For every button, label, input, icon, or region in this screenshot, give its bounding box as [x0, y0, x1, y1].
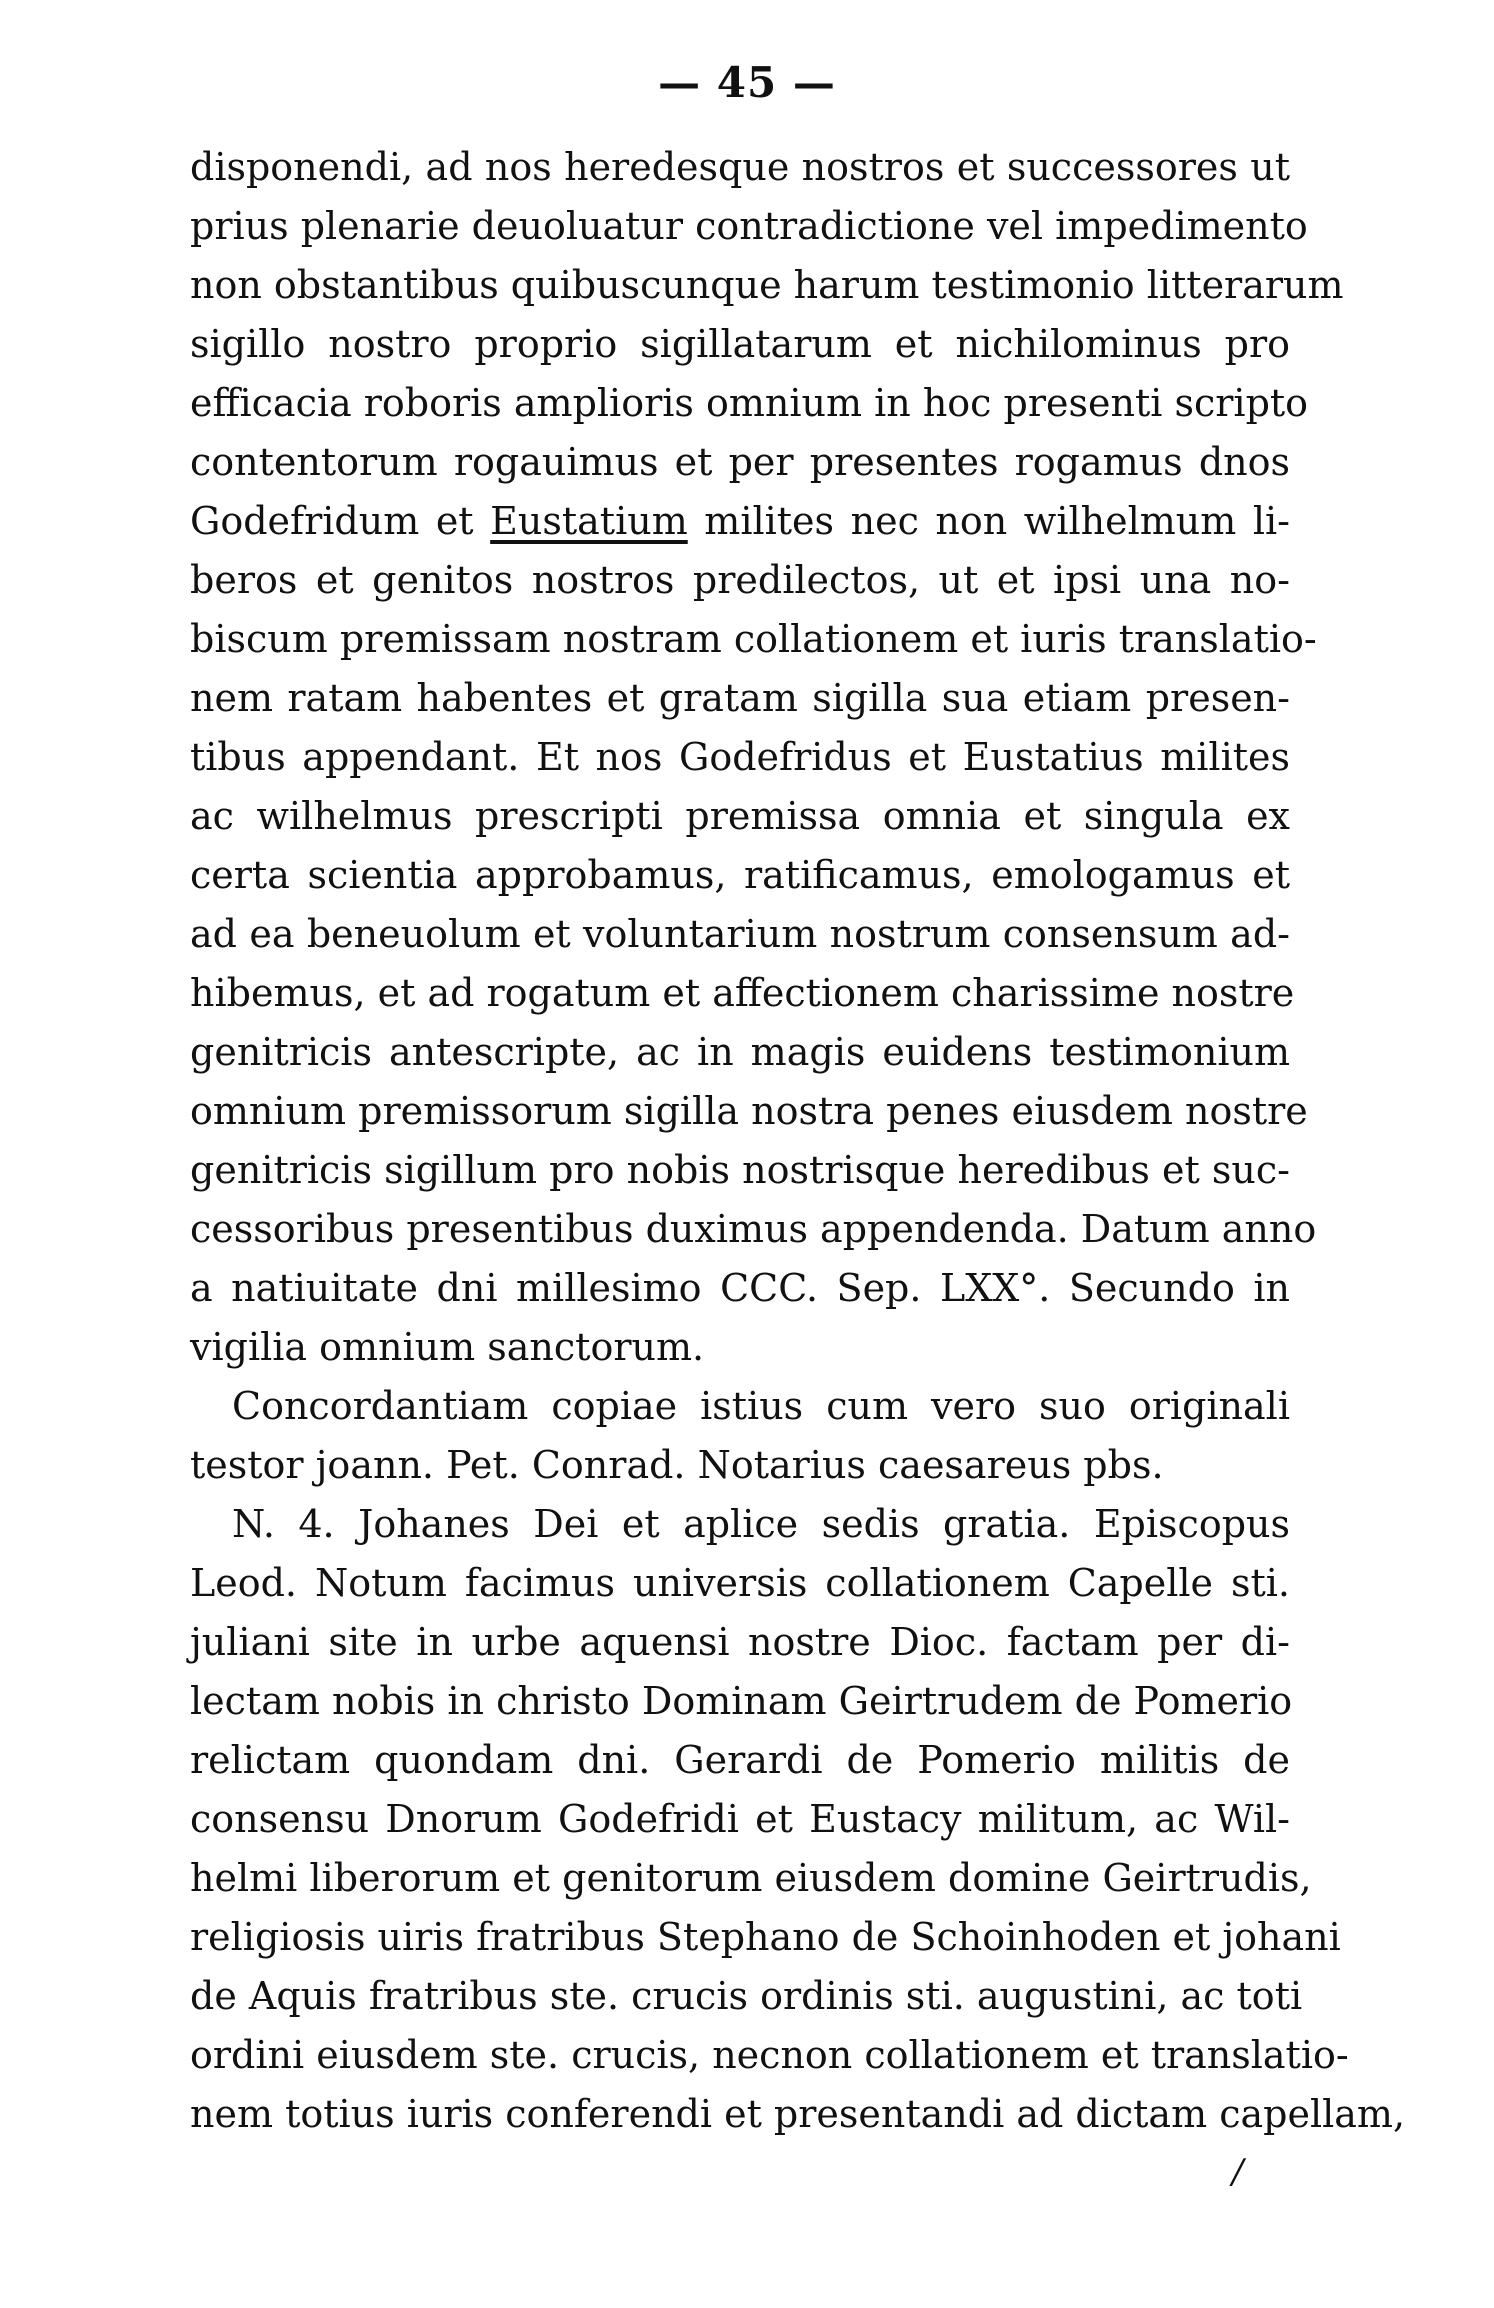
text-line: beros et genitos nostros predilectos, ut et ipsi una no- [190, 558, 1290, 602]
text-line: nem totius iuris conferendi et presentandi ad dictam capellam, [190, 2092, 1406, 2136]
text-line: certa scientia approbamus, ratificamus, emologamus et [190, 853, 1290, 897]
text-line: cessoribus presentibus duximus appendenda. Datum anno [190, 1207, 1317, 1251]
text-line: genitricis antescripte, ac in magis euidens testimonium [190, 1030, 1290, 1074]
text-line: biscum premissam nostram collationem et iuris translatio- [190, 617, 1317, 661]
text-line: non obstantibus quibuscunque harum testimonio litterarum [190, 263, 1344, 307]
text-line: Concordantiam copiae istius cum vero suo originali [232, 1384, 1290, 1428]
footer-mark: / [1232, 2152, 1244, 2192]
text-line: genitricis sigillum pro nobis nostrisque heredibus et suc- [190, 1148, 1290, 1192]
text-line-with-underline [190, 492, 1290, 551]
text-line: juliani site in urbe aquensi nostre Dioc. factam per di- [190, 1620, 1290, 1664]
text-line: relictam quondam dni. Gerardi de Pomerio militis de [190, 1738, 1290, 1782]
text-line: hibemus, et ad rogatum et affectionem charissime nostre [190, 971, 1295, 1015]
text-segment: milites nec non wilhelmum li- [687, 499, 1290, 543]
body-text [190, 138, 1406, 2144]
text-line: sigillo nostro proprio sigillatarum et nichilominus pro [190, 322, 1290, 366]
text-line: omnium premissorum sigilla nostra penes eiusdem nostre [190, 1089, 1308, 1133]
text-line: disponendi, ad nos heredesque nostros et successores ut [190, 145, 1290, 189]
text-line: ac wilhelmus prescripti premissa omnia et singula ex [190, 794, 1290, 838]
text-line: de Aquis fratribus ste. crucis ordinis sti. augustini, ac toti [190, 1974, 1303, 2018]
text-line: testor joann. Pet. Conrad. Notarius caesareus pbs. [190, 1443, 1164, 1487]
text-line: ordini eiusdem ste. crucis, necnon collationem et translatio- [190, 2033, 1349, 2077]
text-line: nem ratam habentes et gratam sigilla sua etiam presen- [190, 676, 1290, 720]
text-segment: Godefridum et [190, 499, 491, 543]
text-line: helmi liberorum et genitorum eiusdem domine Geirtrudis, [190, 1856, 1312, 1900]
text-line: vigilia omnium sanctorum. [190, 1325, 705, 1369]
text-line: prius plenarie deuoluatur contradictione vel impedimento [190, 204, 1308, 248]
text-line: ad ea beneuolum et voluntarium nostrum consensum ad- [190, 912, 1290, 956]
page-number: — 45 — [658, 58, 836, 107]
text-line: religiosis uiris fratribus Stephano de Schoinhoden et johani [190, 1915, 1341, 1959]
text-line: N. 4. Johanes Dei et aplice sedis gratia. Episcopus [232, 1502, 1290, 1546]
text-line: consensu Dnorum Godefridi et Eustacy militum, ac Wil- [190, 1797, 1290, 1841]
text-line: lectam nobis in christo Dominam Geirtrudem de Pomerio [190, 1679, 1293, 1723]
text-line: contentorum rogauimus et per presentes rogamus dnos [190, 440, 1290, 484]
text-line: Leod. Notum facimus universis collationem Capelle sti. [190, 1561, 1290, 1605]
text-line: efficacia roboris amplioris omnium in hoc presenti scripto [190, 381, 1309, 425]
text-line: a natiuitate dni millesimo CCC. Sep. LXX°. Secundo in [190, 1266, 1290, 1310]
text-line: tibus appendant. Et nos Godefridus et Eustatius milites [190, 735, 1290, 779]
underlined-word: Eustatium [490, 499, 688, 543]
